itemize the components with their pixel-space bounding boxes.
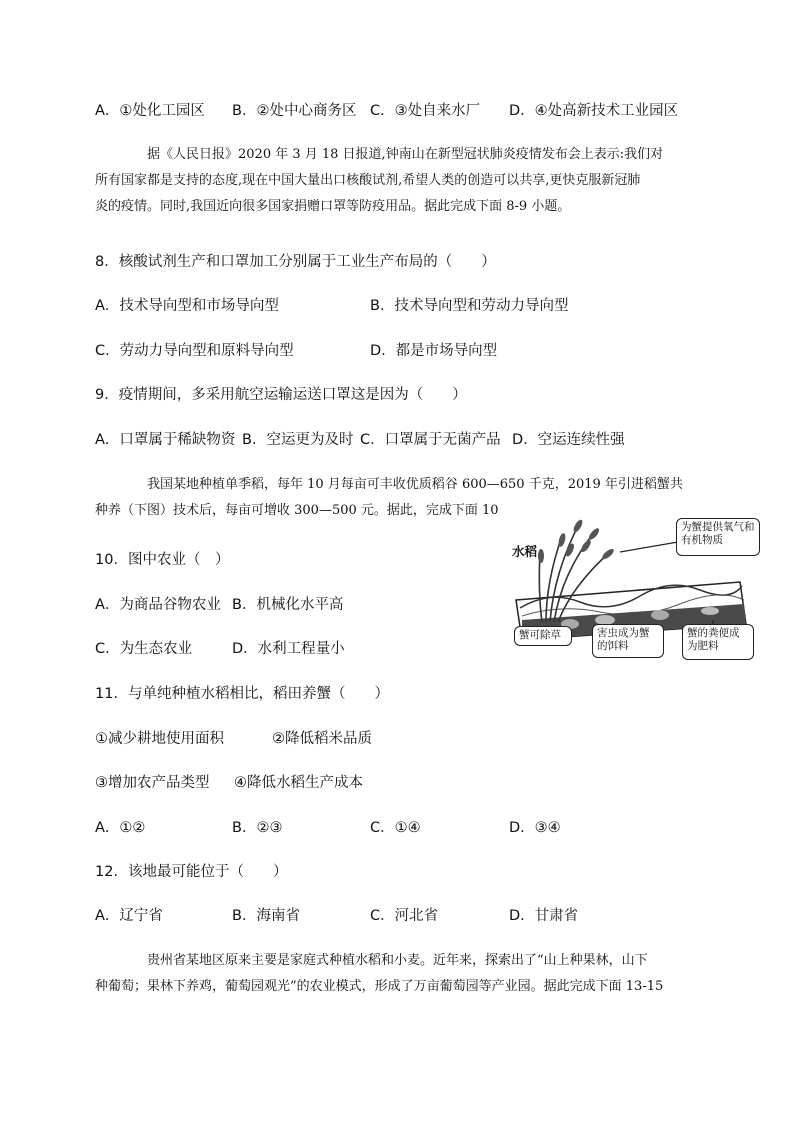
passage-1-line-2: 所有国家都是支持的态度,现在中国大量出口核酸试剂,希望人类的创造可以共享,更快克服新冠肺 [95, 173, 641, 188]
q9-option-d: D．空运连续性强 [512, 432, 625, 448]
rice-crab-diagram [510, 512, 760, 662]
q8-option-c: C．劳动力导向型和原料导向型 [95, 343, 294, 359]
q7-option-d: D．④处高新技术工业园区 [509, 103, 679, 119]
q7-option-b: B．②处中心商务区 [232, 103, 357, 119]
q7-option-a: A．①处化工园区 [95, 103, 205, 119]
q11-option-a: A．①② [95, 820, 146, 836]
q9-option-a: A．口罩属于稀缺物资 [95, 432, 236, 448]
rice-label: 水稻 [512, 544, 538, 559]
q10-stem: 10．图中农业（ ） [95, 552, 230, 568]
q11-item-3: ③增加农产品类型 [95, 775, 210, 791]
q8-option-d: D．都是市场导向型 [370, 343, 498, 359]
passage-2-line-1: 我国某地种植单季稻，每年 10 月每亩可丰收优质稻谷 600—650 千克，2019 年引进稻蟹共 [147, 477, 683, 492]
passage-3-line-1: 贵州省某地区原来主要是家庭式种植水稻和小麦。近年来，探索出了“山上种果林，山下 [147, 953, 648, 968]
passage-3 [95, 948, 705, 1000]
passage-1 [95, 142, 705, 220]
q10-option-b: B．机械化水平高 [232, 597, 344, 613]
q8-option-b: B．技术导向型和劳动力导向型 [370, 298, 569, 314]
q12-stem: 12．该地最可能位于（ ） [95, 864, 288, 880]
callout-oxygen: 为蟹提供氧气和有机物质 [676, 518, 760, 556]
q7-option-c: C．③处自来水厂 [370, 103, 481, 119]
callout-weeding: 蟹可除草 [514, 626, 572, 646]
passage-3-line-2: 种葡萄；果林下养鸡，葡萄园观光”的农业模式，形成了万亩葡萄园等产业园。据此完成下面 13-15 [95, 979, 664, 994]
q12-option-a: A．辽宁省 [95, 908, 163, 924]
callout-manure: 蟹的粪便成为肥料 [682, 624, 754, 660]
callout-pests: 害虫成为蟹的饵料 [592, 624, 664, 658]
q12-option-c: C．河北省 [370, 908, 439, 924]
passage-1-line-1: 据《人民日报》2020 年 3 月 18 日报道,钟南山在新型冠状肺炎疫情发布会上表示:我们对 [147, 147, 664, 162]
q9-option-b: B．空运更为及时 [242, 432, 354, 448]
q11-option-d: D．③④ [509, 820, 561, 836]
q11-stem: 11．与单纯种植水稻相比，稻田养蟹（ ） [95, 686, 389, 702]
q8-option-a: A．技术导向型和市场导向型 [95, 298, 279, 314]
q10-option-d: D．水利工程量小 [232, 641, 345, 657]
q11-item-4: ④降低水稻生产成本 [234, 775, 363, 791]
q11-option-c: C．①④ [370, 820, 421, 836]
q11-item-1: ①减少耕地使用面积 [95, 731, 224, 747]
q12-option-d: D．甘肃省 [509, 908, 579, 924]
passage-2-line-2: 种养（下图）技术后，每亩可增收 300—500 元。据此，完成下面 10 [95, 503, 499, 518]
q9-stem: 9．疫情期间，多采用航空运输运送口罩这是因为（ ） [95, 387, 467, 403]
q11-item-2: ②降低稻米品质 [272, 731, 372, 747]
q10-option-a: A．为商品谷物农业 [95, 597, 221, 613]
q8-stem: 8．核酸试剂生产和口罩加工分别属于工业生产布局的（ ） [95, 254, 496, 270]
passage-1-line-3: 炎的疫情。同时,我国近向很多国家捐赠口罩等防疫用品。据此完成下面 8-9 小题。 [95, 199, 571, 214]
q11-option-b: B．②③ [232, 820, 283, 836]
q9-option-c: C．口罩属于无菌产品 [360, 432, 501, 448]
q12-option-b: B．海南省 [232, 908, 300, 924]
q10-option-c: C．为生态农业 [95, 641, 193, 657]
